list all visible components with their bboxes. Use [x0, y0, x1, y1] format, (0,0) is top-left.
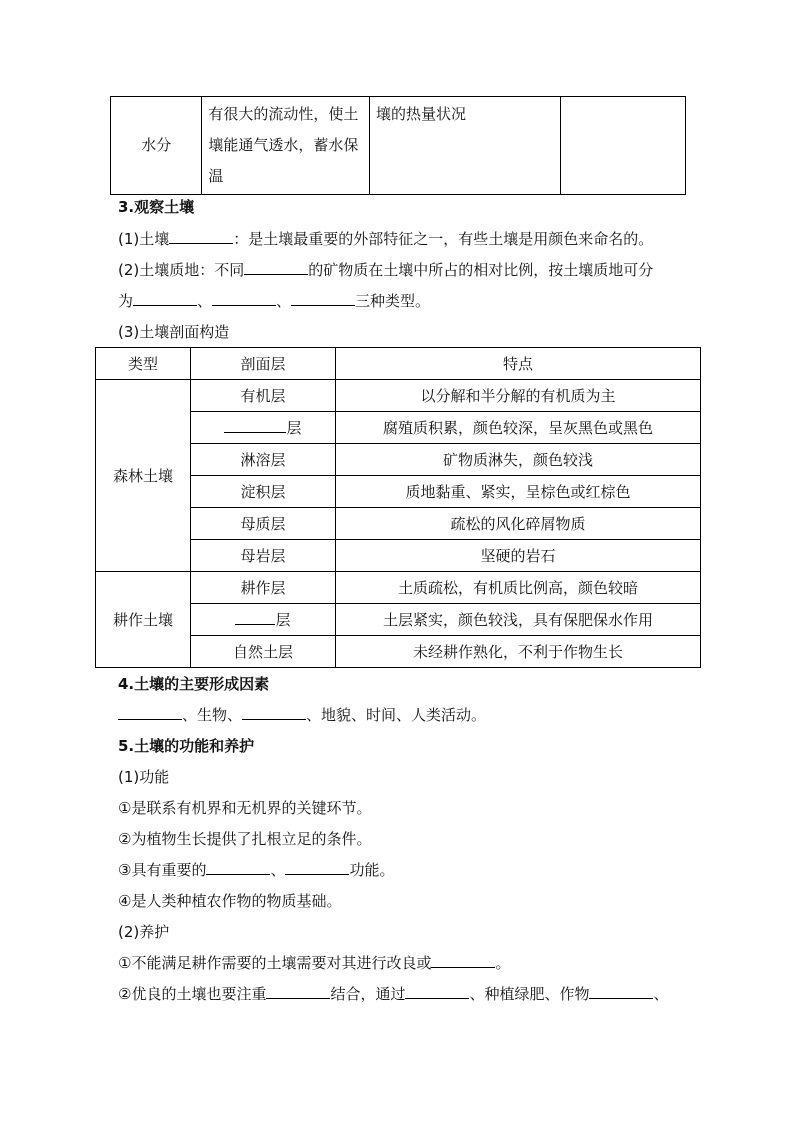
soil-components-table: [110, 96, 686, 195]
section3-item1: [118, 228, 653, 250]
item2b-prefix: 为: [118, 292, 134, 310]
feature-cell: 土质疏松，有机质比例高，颜色较暗: [336, 572, 701, 604]
blank-field[interactable]: [169, 228, 233, 244]
section4-factors: [118, 704, 486, 726]
blank-field[interactable]: [431, 952, 495, 968]
item1-suffix: ：是土壤最重要的外部特征之一，有些土壤是用颜色来命名的。: [233, 230, 654, 248]
c2-mid1: 结合，通过: [330, 985, 406, 1003]
empty-cell: [561, 97, 686, 195]
function-item-2: ②为植物生长提供了扎根立足的条件。: [118, 830, 372, 848]
header-type: 类型: [96, 348, 191, 380]
care-item-2: [118, 983, 669, 1005]
c2-prefix: ②优良的土壤也要注重: [118, 985, 267, 1003]
feature-cell: 以分解和半分解的有机质为主: [336, 380, 701, 412]
layer-cell: [191, 604, 336, 636]
table-row: [96, 380, 701, 412]
layer-cell: [191, 412, 336, 444]
item2b-suffix: 三种类型。: [355, 292, 431, 310]
item2-prefix: (2)土壤质地：不同: [118, 261, 245, 279]
header-feature: 特点: [336, 348, 701, 380]
blank-field[interactable]: [235, 609, 275, 625]
layer-cell: 母岩层: [191, 540, 336, 572]
feature-cell: 坚硬的岩石: [336, 540, 701, 572]
c1-suffix: 。: [495, 954, 511, 972]
layer-suffix: 层: [275, 611, 291, 629]
blank-field[interactable]: [224, 417, 286, 433]
function-item-4: ④是人类种植农作物的物质基础。: [118, 892, 342, 910]
blank-field[interactable]: [244, 259, 308, 275]
section3-title: 3.观察土壤: [118, 198, 195, 216]
forest-soil-label: 森林土壤: [96, 380, 191, 572]
blank-field[interactable]: [242, 704, 306, 720]
f3-suffix: 功能。: [349, 861, 395, 879]
table-row: [111, 97, 686, 195]
section5-title: 5.土壤的功能和养护: [118, 737, 255, 755]
header-layer: 剖面层: [191, 348, 336, 380]
farm-soil-label: 耕作土壤: [96, 572, 191, 668]
f3-prefix: ③具有重要的: [118, 861, 207, 879]
blank-field[interactable]: [212, 290, 276, 306]
feature-cell: 土层紧实，颜色较浅，具有保肥保水作用: [336, 604, 701, 636]
separator: 、: [276, 292, 292, 310]
blank-field[interactable]: [589, 983, 653, 999]
blank-field[interactable]: [118, 704, 182, 720]
section4-title: 4.土壤的主要形成因素: [118, 675, 270, 693]
item1-prefix: (1)土壤: [118, 230, 170, 248]
blank-field[interactable]: [285, 859, 349, 875]
factors-mid: 、生物、: [182, 706, 243, 724]
c2-suffix: 、: [653, 985, 669, 1003]
care-item-1: [118, 952, 510, 974]
header-row: [96, 348, 701, 380]
blank-field[interactable]: [206, 859, 270, 875]
function-title: (1)功能: [118, 768, 170, 786]
effect-cell: 壤的热量状况: [370, 97, 561, 195]
feature-cell: 疏松的风化碎屑物质: [336, 508, 701, 540]
care-title: (2)养护: [118, 923, 170, 941]
layer-cell: 淋溶层: [191, 444, 336, 476]
factors-tail: 、地貌、时间、人类活动。: [306, 706, 487, 724]
blank-field[interactable]: [405, 983, 469, 999]
function-item-3: [118, 859, 394, 881]
blank-field[interactable]: [266, 983, 330, 999]
blank-field[interactable]: [291, 290, 355, 306]
table-row: [96, 572, 701, 604]
separator: 、: [197, 292, 213, 310]
layer-cell: 耕作层: [191, 572, 336, 604]
item2-suffix: 的矿物质在土壤中所占的相对比例，按土壤质地可分: [308, 261, 654, 279]
function-cell: 有很大的流动性，使土壤能通气透水，蓄水保温: [202, 97, 370, 195]
function-item-1: ①是联系有机界和无机界的关键环节。: [118, 799, 372, 817]
feature-cell: 未经耕作熟化，不利于作物生长: [336, 636, 701, 668]
layer-cell: 淀积层: [191, 476, 336, 508]
feature-cell: 质地黏重、紧实，呈棕色或红棕色: [336, 476, 701, 508]
c1-prefix: ①不能满足耕作需要的土壤需要对其进行改良或: [118, 954, 432, 972]
feature-cell: 矿物质淋失，颜色较浅: [336, 444, 701, 476]
layer-cell: 有机层: [191, 380, 336, 412]
c2-mid2: 、种植绿肥、作物: [469, 985, 590, 1003]
feature-cell: 腐殖质积累，颜色较深，呈灰黑色或黑色: [336, 412, 701, 444]
separator: 、: [270, 861, 286, 879]
blank-field[interactable]: [133, 290, 197, 306]
section3-item2-continued: [118, 290, 430, 312]
section3-item3: (3)土壤剖面构造: [118, 323, 230, 341]
layer-cell: 母质层: [191, 508, 336, 540]
soil-profile-table: [95, 347, 701, 668]
layer-cell: 自然土层: [191, 636, 336, 668]
section3-item2: [118, 259, 653, 281]
component-name-cell: 水分: [111, 97, 202, 195]
layer-suffix: 层: [286, 419, 302, 437]
